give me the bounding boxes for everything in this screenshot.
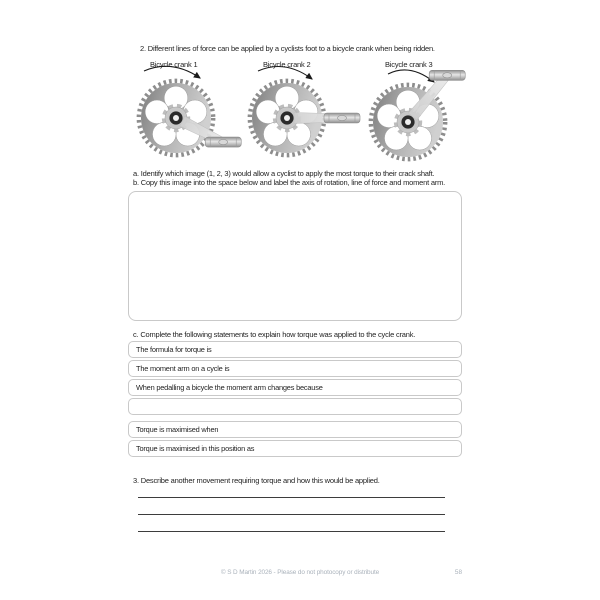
footer-copyright: © S D Martin 2026 - Please do not photocopy or distribute — [220, 569, 380, 576]
answer-line — [138, 497, 445, 498]
curved-arrow-icon — [388, 70, 434, 82]
answer-line — [138, 531, 445, 532]
answer-line — [138, 514, 445, 515]
crank-1-label: Bicycle crank 1 — [150, 60, 198, 69]
question-2-text: 2. Different lines of force can be applied by a cyclists foot to a bicycle crank when being ridden. — [140, 44, 435, 53]
question-a-text: a. Identify which image (1, 2, 3) would allow a cyclist to apply the most torque to their crack shaft. — [133, 169, 435, 178]
statement-box-empty — [128, 398, 462, 415]
statement-box-moment-arm: The moment arm on a cycle is — [128, 360, 462, 377]
question-b-text: b. Copy this image into the space below and label the axis of rotation, line of force and moment arm. — [133, 178, 446, 187]
question-c-text: c. Complete the following statements to explain how torque was applied to the cycle crank. — [133, 330, 416, 339]
question-3-text: 3. Describe another movement requiring torque and how this would be applied. — [133, 476, 380, 485]
bicycle-crank-2-figure — [224, 58, 364, 166]
crank-2-label: Bicycle crank 2 — [263, 60, 311, 69]
crank-3-label: Bicycle crank 3 — [385, 60, 433, 69]
statement-box-formula: The formula for torque is — [128, 341, 462, 358]
drawing-box — [128, 191, 462, 321]
pedal-icon — [429, 70, 465, 80]
statement-box-maximised-when: Torque is maximised when — [128, 421, 462, 438]
bicycle-crank-3-figure — [346, 58, 488, 166]
statement-box-maximised-position: Torque is maximised in this position as — [128, 440, 462, 457]
page-number: 58 — [454, 569, 462, 576]
statement-box-pedalling: When pedalling a bicycle the moment arm changes because — [128, 379, 462, 396]
